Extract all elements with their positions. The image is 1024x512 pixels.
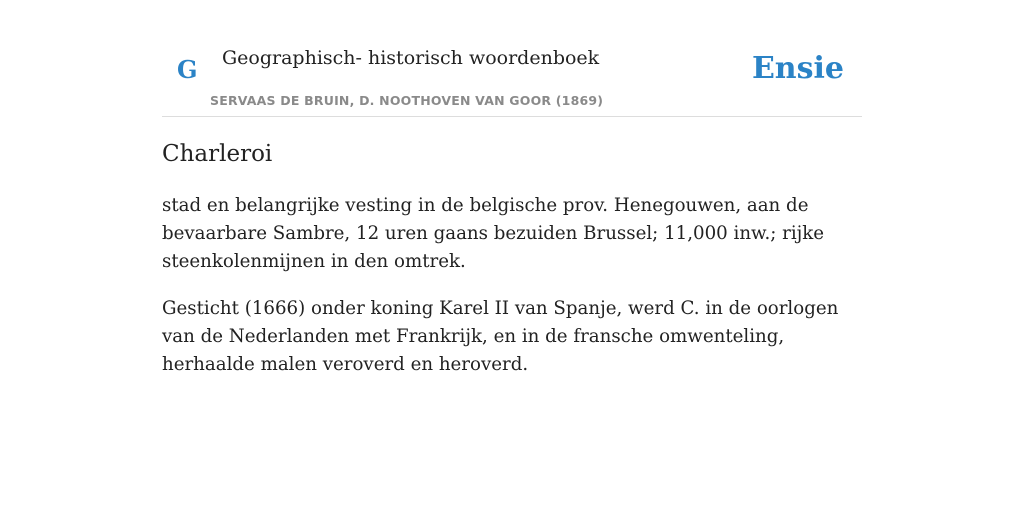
book-author: SERVAAS DE BRUIN, D. NOOTHOVEN VAN GOOR (1869) xyxy=(210,93,604,108)
book-title-link[interactable]: Geographisch- historisch woordenboek xyxy=(222,47,600,69)
entry-body xyxy=(162,192,862,398)
entry-paragraph: Gesticht (1666) onder koning Karel II van Spanje, werd C. in de oorlogen van de Nederlanden met Frankrijk, en in de fransche omwenteling, herhaalde malen veroverd en heroverd. xyxy=(162,298,839,375)
entry-title: Charleroi xyxy=(162,141,273,167)
page xyxy=(162,0,862,375)
book-letter-icon[interactable]: G xyxy=(177,55,198,84)
brand-logo-link[interactable]: Ensie xyxy=(751,51,844,86)
entry-paragraph: stad en belangrijke vesting in de belgische prov. Henegouwen, aan de bevaarbare Sambre, 12 uren gaans bezuiden Brussel; 11,000 inw.; rijke steenkolenmijnen in den omtrek. xyxy=(162,195,825,272)
book-header xyxy=(162,0,862,117)
